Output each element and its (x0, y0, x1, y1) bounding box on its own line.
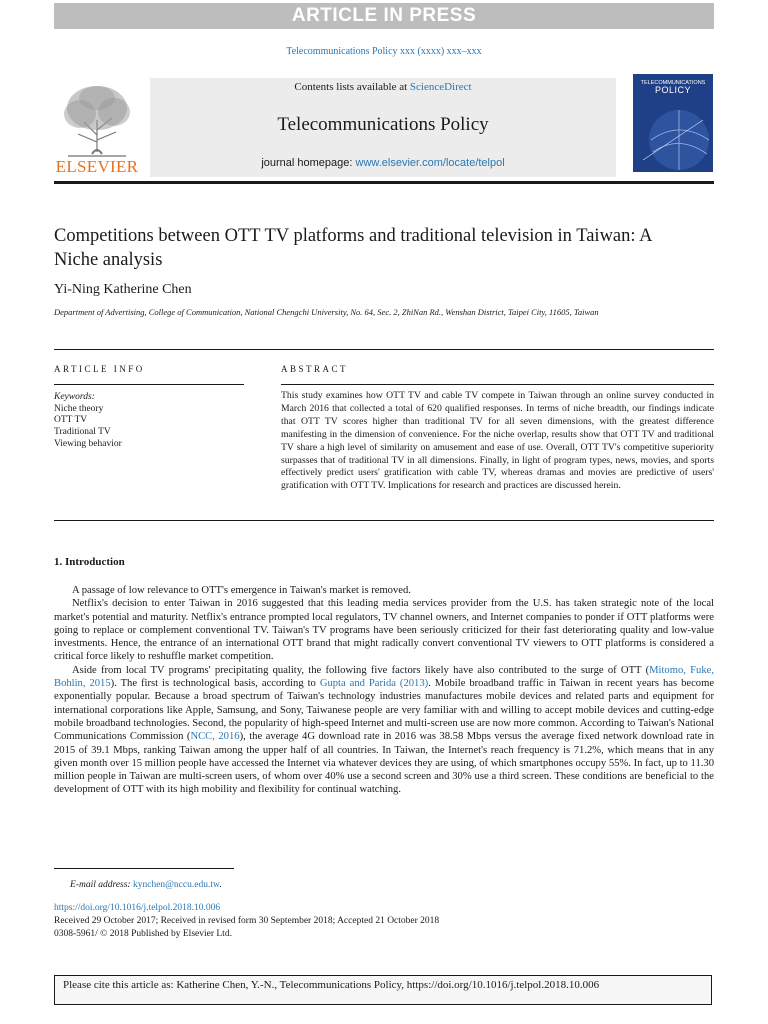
doi-link[interactable]: https://doi.org/10.1016/j.telpol.2018.10.006 (54, 903, 221, 913)
email-footnote (70, 880, 222, 890)
citation-box: Please cite this article as: Katherine Chen, Y.-N., Telecommunications Policy, https://doi.org/10.1016/j.telpol.2018.10.006 (54, 975, 712, 1005)
keyword-item: Niche theory (54, 403, 104, 414)
contents-available-line (150, 81, 616, 93)
author-affiliation: Department of Advertising, College of Communication, National Chengchi University, No. 64, Sec. 2, ZhiNan Rd., Wenshan District, Taipei City, 11605, Taiwan (54, 307, 599, 317)
paragraph: A passage of low relevance to OTT's emergence in Taiwan's market is removed. (72, 585, 411, 596)
keywords-block (54, 392, 254, 451)
text-run: ). The first is technological basis, according to (110, 678, 320, 690)
cover-title-line2: POLICY (654, 85, 691, 95)
journal-homepage-line (150, 157, 616, 169)
copyright-line: 0308-5961/ © 2018 Published by Elsevier Ltd. (54, 929, 232, 939)
article-info-heading: ARTICLE INFO (54, 364, 145, 374)
citation-link[interactable]: NCC, 2016 (190, 731, 240, 743)
contents-prefix: Contents lists available at (294, 81, 410, 93)
journal-reference-link[interactable]: Telecommunications Policy xxx (xxxx) xxx–xxx (286, 46, 482, 57)
abstract-text: This study examines how OTT TV and cable TV compete in Taiwan through an online survey conducted in March 2016 that collected a total of 620 qualified responses. In terms of niche breadth, our findings indicate that OTT TV scores higher than traditional TV for all seven dimensions, with the greatest difference manifesting in the dimension of convenience. For the niche overlap, results show that OTT TV and traditional TV share a high level of similarity on amusement and ease of use. Overall, OTT TV's competitive superiority surpasses that of traditional TV in all dimensions. Finally, in light of program types, news, movies, and sports effectively predict users' gratification with cable TV, whereas dramas and movies are predictive of users' gratification with OTT TV. Implications for research and practices are discussed herein. (281, 390, 714, 492)
abstract-heading: ABSTRACT (281, 364, 349, 374)
masthead-rule (54, 181, 714, 184)
journal-cover-image (633, 74, 713, 172)
author-name: Yi-Ning Katherine Chen (54, 282, 192, 297)
keyword-item: Viewing behavior (54, 438, 122, 449)
citation-link[interactable]: Gupta and Parida (2013) (319, 678, 429, 690)
keyword-item: Traditional TV (54, 427, 111, 438)
cover-title-line1: TELECOMMUNICATIONS (640, 80, 706, 86)
abstract-bottom-rule (54, 520, 714, 521)
article-info-rule (54, 384, 244, 385)
footnote-rule (54, 868, 234, 869)
homepage-link[interactable]: www.elsevier.com/locate/telpol (355, 157, 505, 169)
cover-globe-graphic (633, 100, 713, 172)
introduction-body (54, 584, 714, 797)
keyword-item: OTT TV (54, 415, 88, 426)
article-in-press-banner: ARTICLE IN PRESS (54, 3, 714, 29)
journal-name: Telecommunications Policy (277, 114, 489, 135)
introduction-heading: 1. Introduction (54, 556, 125, 568)
received-dates: Received 29 October 2017; Received in revised form 30 September 2018; Accepted 21 October 2018 (54, 916, 440, 926)
email-label: E-mail address: (70, 880, 131, 890)
section-divider (54, 349, 714, 350)
text-run: Aside from local TV programs' precipitating quality, the following five factors likely have also contributed to the surge of OTT ( (72, 664, 650, 676)
article-title: Competitions between OTT TV platforms and traditional television in Taiwan: A Niche analysis (54, 226, 652, 270)
email-suffix: . (219, 880, 222, 890)
abstract-rule (281, 384, 714, 385)
sciencedirect-link[interactable]: ScienceDirect (409, 81, 472, 93)
elsevier-wordmark: ELSEVIER (55, 157, 139, 176)
homepage-prefix: journal homepage: (261, 157, 356, 169)
cover-title (633, 80, 713, 94)
citation-link[interactable]: Mitomo, Fuke, Bohlin, 2015 (54, 664, 715, 690)
paragraph (54, 664, 714, 797)
paragraph: Netflix's decision to enter Taiwan in 2016 suggested that this leading media services provider from the U.S. has taken strategic note of the local market's potential and maturity. Netflix's entrance prompted local regulators, TV channel owners, and Internet companies to ponder if OTT platforms were going to replace or complement conventional TV. Taiwan's TV programs have been seriously criticized for their fast deteriorating quality and low-value investments. Hence, the entrance of an international OTT brand that might radically convert conventional TV viewers to OTT platforms is considered a critical force likely to reshuffle market competition. (54, 598, 714, 663)
text-run: . Mobile broadband traffic in Taiwan in recent years has become exponentially popular. Because a broad spectrum of Taiwan's technology industries manufactures mobile devices and related parts and equipment for international corporations like Apple, Samsung, and Sony, Taiwanese people are very familiar with and willing to accept mobile devices and cutting-edge mobile broadband technologies. Second, the popularity of high-speed Internet and multi-screen use are now more common. According to Taiwan's National Communications Commission ( (54, 678, 715, 743)
text-run: ), the average 4G download rate in 2016 was 38.58 Mbps versus the average fixed network download rate in 2015 of 39.1 Mbps, ranking Taiwan among the upper half of all countries. In Taiwan, the Internet's reach frequency is 71.2%, which means that in any given month over 15 million people have accessed the Internet via whatever devices they are using, of which smartphones occupy 55%. In fact, up to 11.30 million people in Taiwan are multi-screen users, of whom over 40% use a second screen and 30% use a third screen. These conditions are beneficial to the development of OTT with its high mobility and flexibility for continual watching. (54, 731, 715, 796)
keywords-label: Keywords: (54, 392, 95, 402)
email-link[interactable]: kynchen@nccu.edu.tw (132, 880, 220, 890)
